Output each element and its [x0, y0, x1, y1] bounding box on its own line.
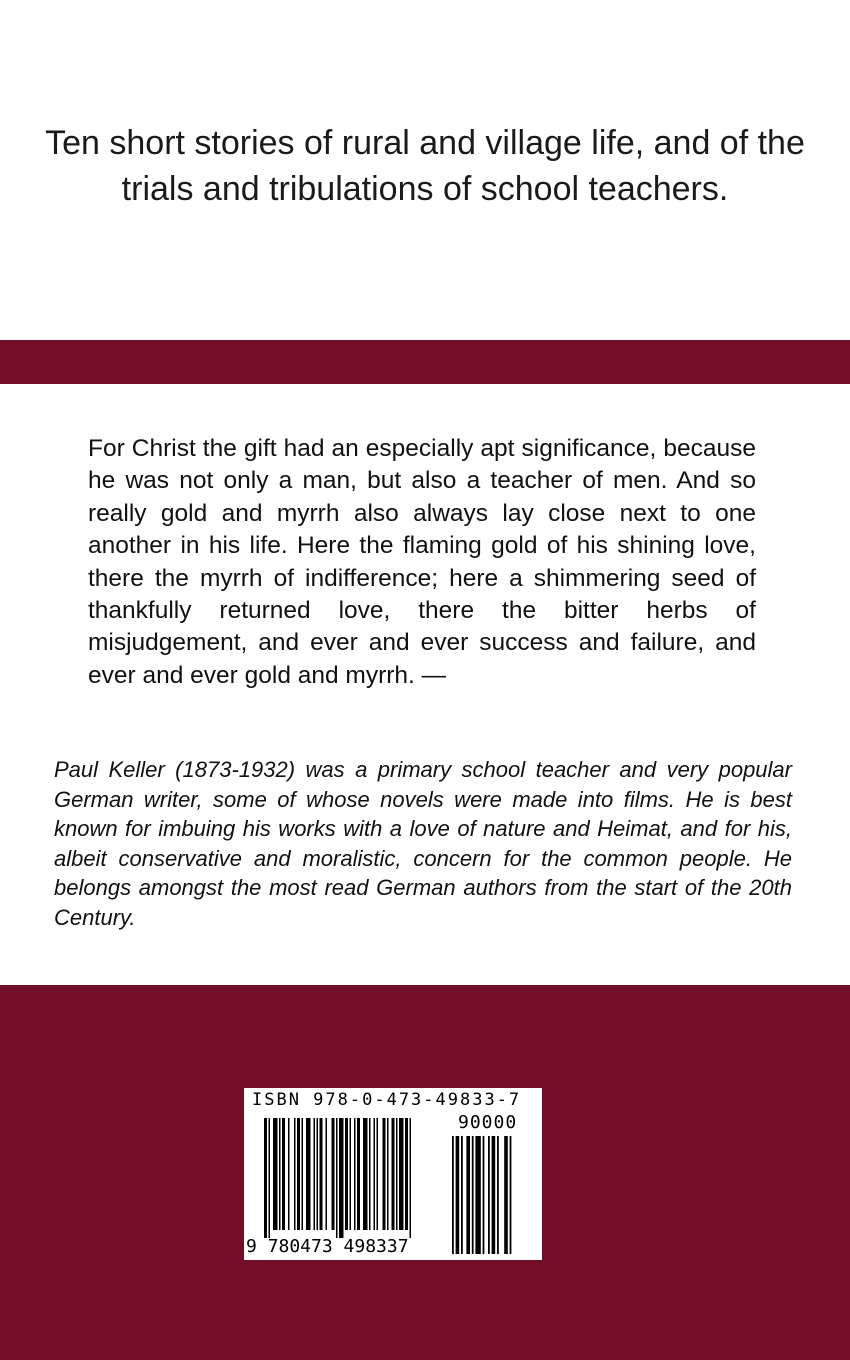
barcode-bar [383, 1118, 386, 1230]
barcode-bar [264, 1118, 267, 1238]
barcode-bar [332, 1118, 335, 1230]
barcode-bar [392, 1118, 395, 1230]
barcode-bar [354, 1118, 356, 1230]
barcode-bar [326, 1118, 328, 1230]
barcode-bar [317, 1118, 319, 1230]
barcode-bar [306, 1118, 311, 1230]
barcode-bar [363, 1118, 368, 1230]
barcode-bar [377, 1118, 379, 1230]
barcode-bar [269, 1118, 271, 1238]
barcode-bar [396, 1118, 398, 1230]
barcode-bar [456, 1136, 460, 1254]
barcode-bar [504, 1136, 508, 1254]
author-bio: Paul Keller (1873-1932) was a primary school teacher and very popular German writer, some of whose novels were made into films. He is best known for imbuing his works with a love of nature and Heimat, and for his, albeit conservative and moralistic, concern for the common people. He belongs amongst the most read German authors from the start of the 20th Century. [54, 757, 792, 930]
barcode-bar [339, 1118, 344, 1238]
barcode-bar [320, 1118, 323, 1230]
barcode-bar [273, 1118, 278, 1230]
barcode-bar [294, 1118, 296, 1230]
barcode-bar [282, 1118, 285, 1230]
barcode-bar [374, 1118, 376, 1230]
barcode-bar [452, 1136, 454, 1254]
barcode-bar [369, 1118, 371, 1230]
barcode-bar [399, 1118, 404, 1230]
barcode-bar [279, 1118, 281, 1230]
barcode-bar [405, 1118, 408, 1230]
barcode-bar [510, 1136, 512, 1254]
barcode-bar [350, 1118, 352, 1230]
book-excerpt: For Christ the gift had an especially apt significance, because he was not only a man, but also a teacher of men. And so really gold and myrrh also always lay close next to one another in his life. Here the flaming gold of his shining love, there the myrrh of indifference; here a shimmering seed of thankfully returned love, there the bitter herbs of misjudgement, and ever and ever success and failure, and ever and ever gold and myrrh. — [88, 435, 756, 689]
barcode-bar [336, 1118, 338, 1238]
addon-digits: 90000 [458, 1112, 518, 1133]
barcode-bar [314, 1118, 316, 1230]
barcode-bar [461, 1136, 463, 1254]
barcode-bar [488, 1136, 490, 1254]
barcode-bar [288, 1118, 290, 1230]
cover-tagline: Ten short stories of rural and village life, and of the trials and tribulations of school teachers. [45, 124, 805, 208]
barcode-bar [357, 1118, 360, 1230]
top-color-band [0, 340, 850, 384]
barcode-bar [345, 1118, 348, 1230]
barcode-bar [492, 1136, 496, 1254]
barcode-bar [466, 1136, 470, 1254]
barcode-bar [302, 1118, 304, 1230]
barcode-bar [475, 1136, 480, 1254]
isbn-barcode [244, 1088, 542, 1260]
barcode-bar [472, 1136, 474, 1254]
isbn-label: ISBN 978-0-473-49833-7 [252, 1090, 522, 1110]
barcode-bar [387, 1118, 389, 1230]
ean-digits: 9 780473 498337 [246, 1236, 409, 1257]
barcode-bar [410, 1118, 412, 1238]
barcode-bar [483, 1136, 485, 1254]
barcode-bar [497, 1136, 499, 1254]
barcode-bar [297, 1118, 300, 1230]
